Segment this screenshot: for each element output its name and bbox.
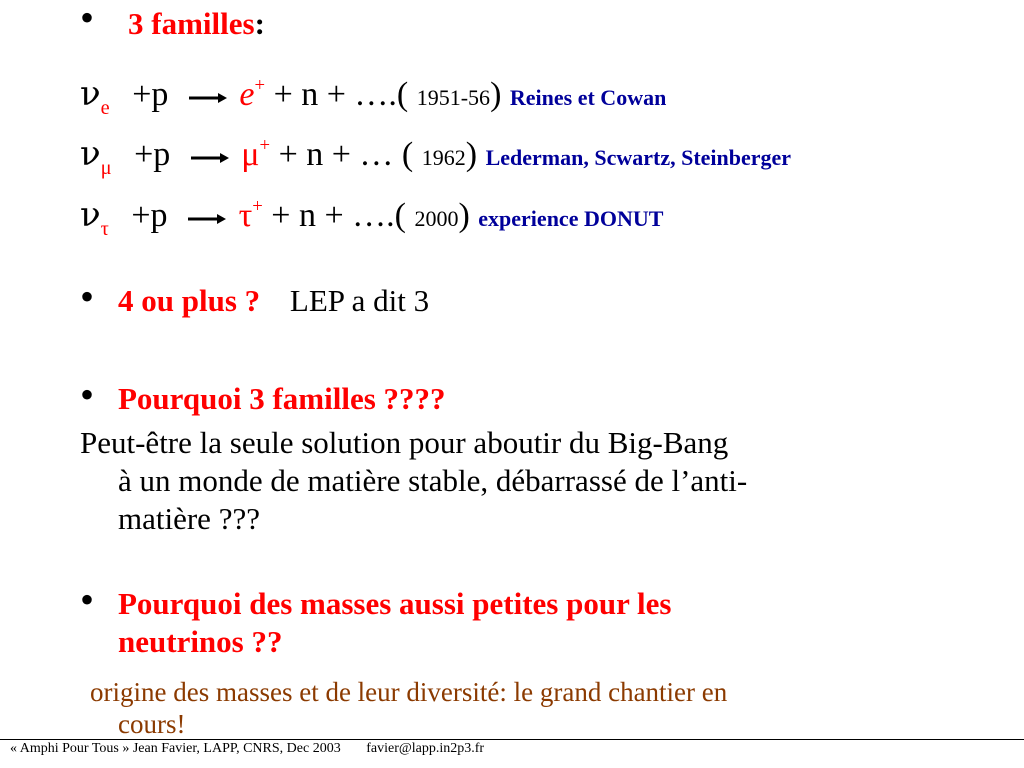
close-paren: ) — [490, 76, 502, 114]
plus-proton: +p — [131, 197, 168, 235]
product-lepton: e — [239, 76, 255, 114]
explanation-line-3: matière ??? — [118, 501, 260, 536]
reaction-row-tau — [80, 183, 663, 253]
neutrino-flavor: e — [100, 97, 110, 120]
neutrino-symbol: ν — [80, 195, 101, 236]
neutrino-flavor: μ — [100, 157, 112, 180]
product-lepton: τ — [238, 197, 253, 235]
plus-proton: +p — [134, 136, 171, 174]
origin-line-2: cours! — [118, 709, 186, 739]
reaction-arrow-icon — [191, 151, 229, 163]
discovery-year: 2000 — [414, 206, 459, 232]
reaction-row-muon — [80, 122, 791, 192]
lep-answer: LEP a dit 3 — [289, 283, 430, 318]
footer-credit: « Amphi Pour Tous » Jean Favier, LAPP, CNRS, Dec 2003 — [10, 741, 341, 756]
why-masses-line-1: Pourquoi des masses aussi petites pour les — [118, 586, 672, 621]
reaction-arrow-icon — [189, 91, 227, 103]
why-masses-line-2: neutrinos ?? — [118, 624, 283, 659]
discoverers: experience DONUT — [478, 206, 664, 232]
discovery-year: 1951-56 — [416, 85, 491, 111]
origin-line-1: origine des masses et de leur diversité: le grand chantier en — [90, 677, 728, 707]
neutrino-symbol: ν — [80, 134, 101, 175]
product-lepton: μ — [241, 136, 260, 174]
reaction-arrow-icon — [188, 212, 226, 224]
families-colon: : — [254, 6, 265, 41]
product-charge: + — [259, 135, 271, 156]
bullet-2: • — [80, 274, 95, 319]
product-charge: + — [254, 75, 266, 96]
close-paren: ) — [465, 136, 478, 174]
product-charge: + — [252, 196, 263, 217]
reaction-rest: + n + ….( — [271, 197, 406, 235]
discoverers: Reines et Cowan — [509, 85, 667, 111]
footer — [10, 741, 484, 757]
footer-divider — [0, 739, 1024, 740]
plus-proton: +p — [132, 76, 169, 114]
close-paren: ) — [458, 197, 470, 235]
families-heading-text: 3 familles — [128, 6, 255, 41]
neutrino-flavor: τ — [100, 218, 109, 241]
discovery-year: 1962 — [421, 145, 466, 171]
bullet-3: • — [80, 372, 95, 417]
reaction-rest: + n + … ( — [278, 136, 414, 174]
discoverers: Lederman, Scwartz, Steinberger — [485, 145, 792, 171]
why-three-families: Pourquoi 3 familles ???? — [118, 381, 446, 416]
footer-email: favier@lapp.in2p3.fr — [366, 741, 485, 756]
reaction-rest: + n + ….( — [273, 76, 409, 114]
four-or-more-question: 4 ou plus ? — [118, 283, 261, 318]
bullet-1: • — [80, 0, 95, 40]
neutrino-symbol: ν — [80, 74, 101, 115]
four-or-more-row — [118, 281, 429, 321]
explanation-line-1: Peut-être la seule solution pour aboutir du Big-Bang — [80, 425, 729, 460]
families-heading — [128, 4, 265, 44]
bullet-4: • — [80, 577, 95, 622]
explanation-line-2: à un monde de matière stable, débarrassé de l’anti- — [118, 463, 748, 498]
